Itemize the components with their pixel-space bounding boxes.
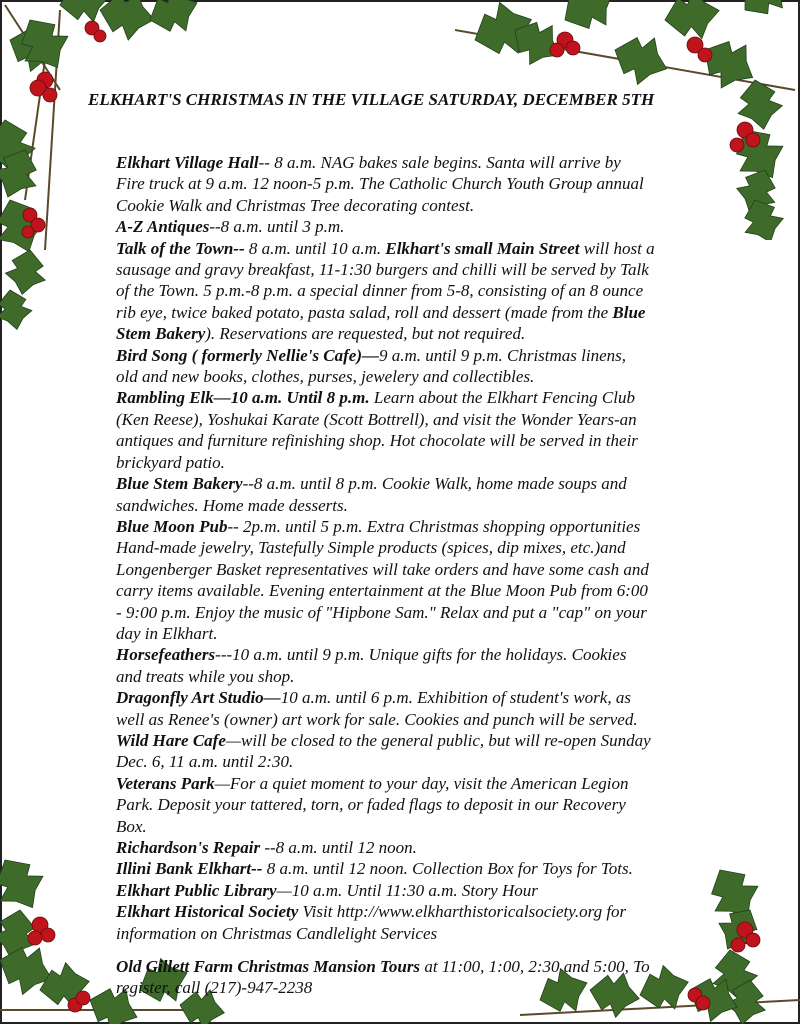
event-detail: of the Town. 5 p.m.-8 p.m. a special dinner from 5-8, consisting of an 8 ounce [116,281,644,301]
event-entry [116,345,655,388]
event-line [116,345,655,366]
event-line [116,816,655,837]
venue-name: Horsefeathers [116,645,216,665]
berry [746,933,760,947]
event-detail: register, call (217)-947-2238 [116,978,313,998]
event-detail: rib eye, twice baked potato, pasta salad, roll and dessert (made from the [116,302,613,322]
event-detail: --8 a.m. until 3 p.m. [209,217,345,237]
event-line [116,602,655,623]
event-line [116,238,655,259]
venue-name: Rambling Elk—10 a.m. Until 8 p.m. [116,388,370,408]
venue-name: Bird Song ( formerly Nellie's Cafe)— [116,345,380,365]
venue-name: Elkhart Village Hall [116,153,259,172]
event-detail: Fire truck at 9 a.m. 12 noon-5 p.m. The Catholic Church Youth Group annual [116,174,644,194]
event-list [116,152,655,999]
event-detail: 10 a.m. until 6 p.m. Exhibition of student's work, as [280,688,631,708]
event-detail: -- 2p.m. until 5 p.m. Extra Christmas shopping opportunities [227,516,641,536]
venue-name: Wild Hare Cafe [116,730,226,750]
event-detail: sausage and gravy breakfast, 11-1:30 burgers and chilli will be served by Talk [116,260,649,280]
berry [731,938,745,952]
event-detail: Dec. 6, 11 a.m. until 2:30. [116,752,294,772]
event-detail: sandwiches. Home made desserts. [116,495,348,515]
event-detail: well as Renee's (owner) art work for sale. Cookies and punch will be served. [116,709,638,729]
berry [730,138,744,152]
event-line [116,537,655,558]
event-detail: (Ken Reese), Yoshukai Karate (Scott Bottrell), and visit the Wonder Years-an [116,409,637,429]
event-detail: —will be closed to the general public, but will re-open Sunday [225,730,651,750]
event-detail: --8 a.m. until 8 p.m. Cookie Walk, home made soups and [242,474,627,494]
event-line [116,880,655,901]
event-detail: Visit http://www.elkharthistoricalsociety.org for [298,902,627,922]
venue-name: Veterans Park [116,773,215,793]
berry [698,48,712,62]
event-detail: carry items available. Evening entertainment at the Blue Moon Pub from 6:00 [116,581,648,601]
event-entry [116,956,655,999]
event-detail: Park. Deposit your tattered, torn, or faded flags to deposit in our Recovery [116,795,626,815]
event-line [116,152,655,173]
event-detail: antiques and furniture refinishing shop. Hot chocolate will be served in their [116,431,638,451]
event-line [116,923,655,944]
venue-name: Illini Bank Elkhart-- [116,859,263,879]
event-detail: - 9:00 p.m. Enjoy the music of "Hipbone Sam." Relax and put a "cap" on your [116,602,647,622]
page-title: ELKHART'S CHRISTMAS IN THE VILLAGE SATURDAY, DECEMBER 5TH [88,90,655,109]
event-detail: --8 a.m. until 12 noon. [260,838,417,857]
event-detail: 9 a.m. until 9 p.m. Christmas linens, [379,345,627,365]
venue-name: A-Z Antiques [116,217,210,237]
event-line [116,644,655,665]
event-entry [116,152,655,216]
event-detail: Hand-made jewelry, Tastefully Simple products (spices, dip mixes, etc.)and [116,538,626,558]
event-line [116,580,655,601]
event-line [116,794,655,815]
event-line [116,559,655,580]
event-detail: at 11:00, 1:00, 2:30 and 5:00, To [420,957,650,977]
leaf [731,0,798,27]
venue-name: Dragonfly Art Studio— [116,688,281,708]
event-detail: and treats while you shop. [116,666,295,686]
event-line [116,709,655,730]
event-line [116,280,655,301]
berry [41,928,55,942]
event-line [116,195,655,216]
event-entry [116,473,655,516]
event-entry [116,387,655,473]
event-detail: Cookie Walk and Christmas Tree decorating contest. [116,195,475,215]
event-line [116,173,655,194]
event-line [116,858,655,879]
event-detail: —10 a.m. Until 11:30 a.m. Story Hour [276,880,538,900]
event-entry [116,837,655,858]
event-detail: Learn about the Elkhart Fencing Club [369,388,635,408]
berry [746,133,760,147]
venue-name: Richardson's Repair [116,838,261,857]
event-line [116,837,655,858]
venue-name: Stem Bakery [116,324,206,344]
event-detail: —For a quiet moment to your day, visit the American Legion [214,773,629,793]
event-line [116,751,655,772]
event-line [116,623,655,644]
event-detail: information on Christmas Candlelight Services [116,923,438,943]
event-entry [116,880,655,901]
event-line [116,956,655,977]
event-line [116,977,655,998]
event-line [116,730,655,751]
event-entry [116,687,655,730]
event-entry [116,516,655,644]
leaf [0,848,54,920]
event-detail: ---10 a.m. until 9 p.m. Unique gifts for the holidays. Cookies [215,645,627,665]
venue-name: Old Gillett Farm Christmas Mansion Tours [116,957,421,977]
event-entry [116,238,655,345]
event-entry [116,773,655,837]
berry [28,931,42,945]
event-line [116,452,655,473]
event-detail: Longenberger Basket representatives will take orders and have some cash and [116,559,649,579]
event-line [116,473,655,494]
venue-name: Elkhart Public Library [116,880,277,900]
event-line [116,430,655,451]
event-line [116,323,655,344]
event-entry [116,858,655,879]
berry [94,30,106,42]
event-detail: 8 a.m. until 10 a.m. [244,238,386,258]
berry [550,43,564,57]
venue-name: Blue [612,302,646,322]
leaf [142,0,204,41]
event-detail: old and new books, clothes, purses, jewelery and collectibles. [116,367,535,387]
venue-name: Blue Moon Pub [116,516,228,536]
event-line [116,495,655,516]
event-detail: brickyard patio. [116,452,225,472]
event-line [116,901,655,922]
berry [43,88,57,102]
berry [696,996,710,1010]
event-line [116,216,655,237]
event-detail: will host a [579,238,655,258]
berry [76,991,90,1005]
event-line [116,687,655,708]
event-entry [116,730,655,773]
event-line [116,409,655,430]
spacer [116,944,655,956]
venue-name: Blue Stem Bakery [116,474,243,494]
venue-name: Elkhart's small Main Street [385,238,580,258]
event-entry [116,901,655,944]
event-line [116,387,655,408]
event-line [116,366,655,387]
event-entry [116,216,655,237]
event-line [116,516,655,537]
event-detail: 8 a.m. until 12 noon. Collection Box for Toys for Tots. [262,859,633,879]
venue-name: Talk of the Town-- [116,238,245,258]
event-detail: day in Elkhart. [116,623,218,643]
event-line [116,259,655,280]
event-detail: Box. [116,816,147,836]
event-detail: ). Reservations are requested, but not required. [205,324,526,344]
berry [566,41,580,55]
event-entry [116,644,655,687]
event-line [116,666,655,687]
event-detail: -- 8 a.m. NAG bakes sale begins. Santa will arrive by [258,153,621,172]
berry [22,226,34,238]
leaf [0,287,35,330]
venue-name: Elkhart Historical Society [116,902,299,922]
event-line [116,773,655,794]
event-line [116,302,655,323]
